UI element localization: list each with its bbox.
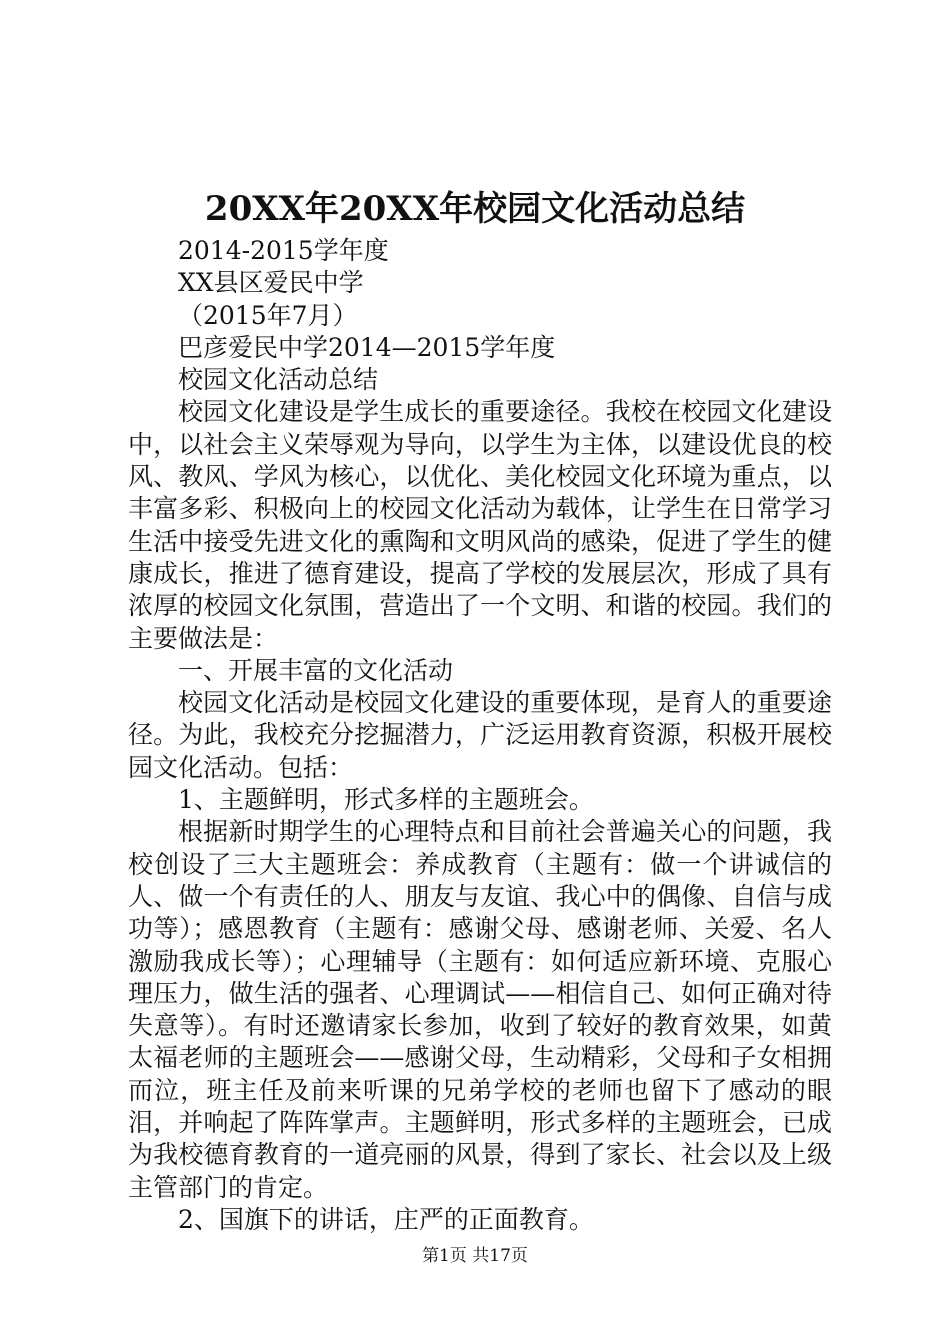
paragraph-date: （2015年7月） bbox=[178, 300, 358, 330]
page-number: 第1页 共17页 bbox=[422, 1246, 528, 1266]
subheading-1: 1、主题鲜明，形式多样的主题班会。 bbox=[178, 785, 594, 815]
document-body bbox=[128, 235, 832, 1236]
paragraph-class-meetings: 根据新时期学生的心理特点和目前社会普遍关心的问题，我校创设了三大主题班会：养成教育（主题有：做一个讲诚信的人、做一个有责任的人、朋友与友谊、我心中的偶像、自信与成功等）；感恩教育（主题有：感谢父母、感谢老师、关爱、名人激励我成长等）；心理辅导（主题有：如何适应新环境、克服心理压力，做生活的强者、心理调试——相信自己、如何正确对待失意等）。有时还邀请家长参加，收到了较好的教育效果，如黄太福老师的主题班会——感谢父母，生动精彩，父母和子女相拥而泣，班主任及前来听课的兄弟学校的老师也留下了感动的眼泪，并响起了阵阵掌声。主题鲜明，形式多样的主题班会，已成为我校德育教育的一道亮丽的风景，得到了家长、社会以及上级主管部门的肯定。 bbox=[128, 817, 832, 1202]
paragraph-intro: 校园文化建设是学生成长的重要途径。我校在校园文化建设中，以社会主义荣辱观为导向，以学生为主体，以建设优良的校风、教风、学风为核心，以优化、美化校园文化环境为重点，以丰富多彩、积极向上的校园文化活动为载体，让学生在日常学习生活中接受先进文化的熏陶和文明风尚的感染，促进了学生的健康成长，推进了德育建设，提高了学校的发展层次，形成了具有浓厚的校园文化氛围，营造出了一个文明、和谐的校园。我们的主要做法是： bbox=[128, 397, 832, 653]
section-heading-1: 一、开展丰富的文化活动 bbox=[178, 655, 454, 685]
paragraph-section-1: 校园文化活动是校园文化建设的重要体现，是育人的重要途径。为此，我校充分挖掘潜力，广泛运用教育资源，积极开展校园文化活动。包括： bbox=[128, 688, 832, 782]
subheading-2: 2、国旗下的讲话，庄严的正面教育。 bbox=[178, 1204, 594, 1234]
paragraph-school-year: 2014-2015学年度 bbox=[178, 236, 389, 265]
paragraph-school-name: XX县区爱民中学 bbox=[178, 268, 364, 298]
document-title: 20XX年20XX年校园文化活动总结 bbox=[204, 189, 746, 229]
paragraph-summary-heading: 校园文化活动总结 bbox=[178, 365, 379, 395]
paragraph-school-heading: 巴彦爱民中学2014—2015学年度 bbox=[178, 332, 556, 362]
